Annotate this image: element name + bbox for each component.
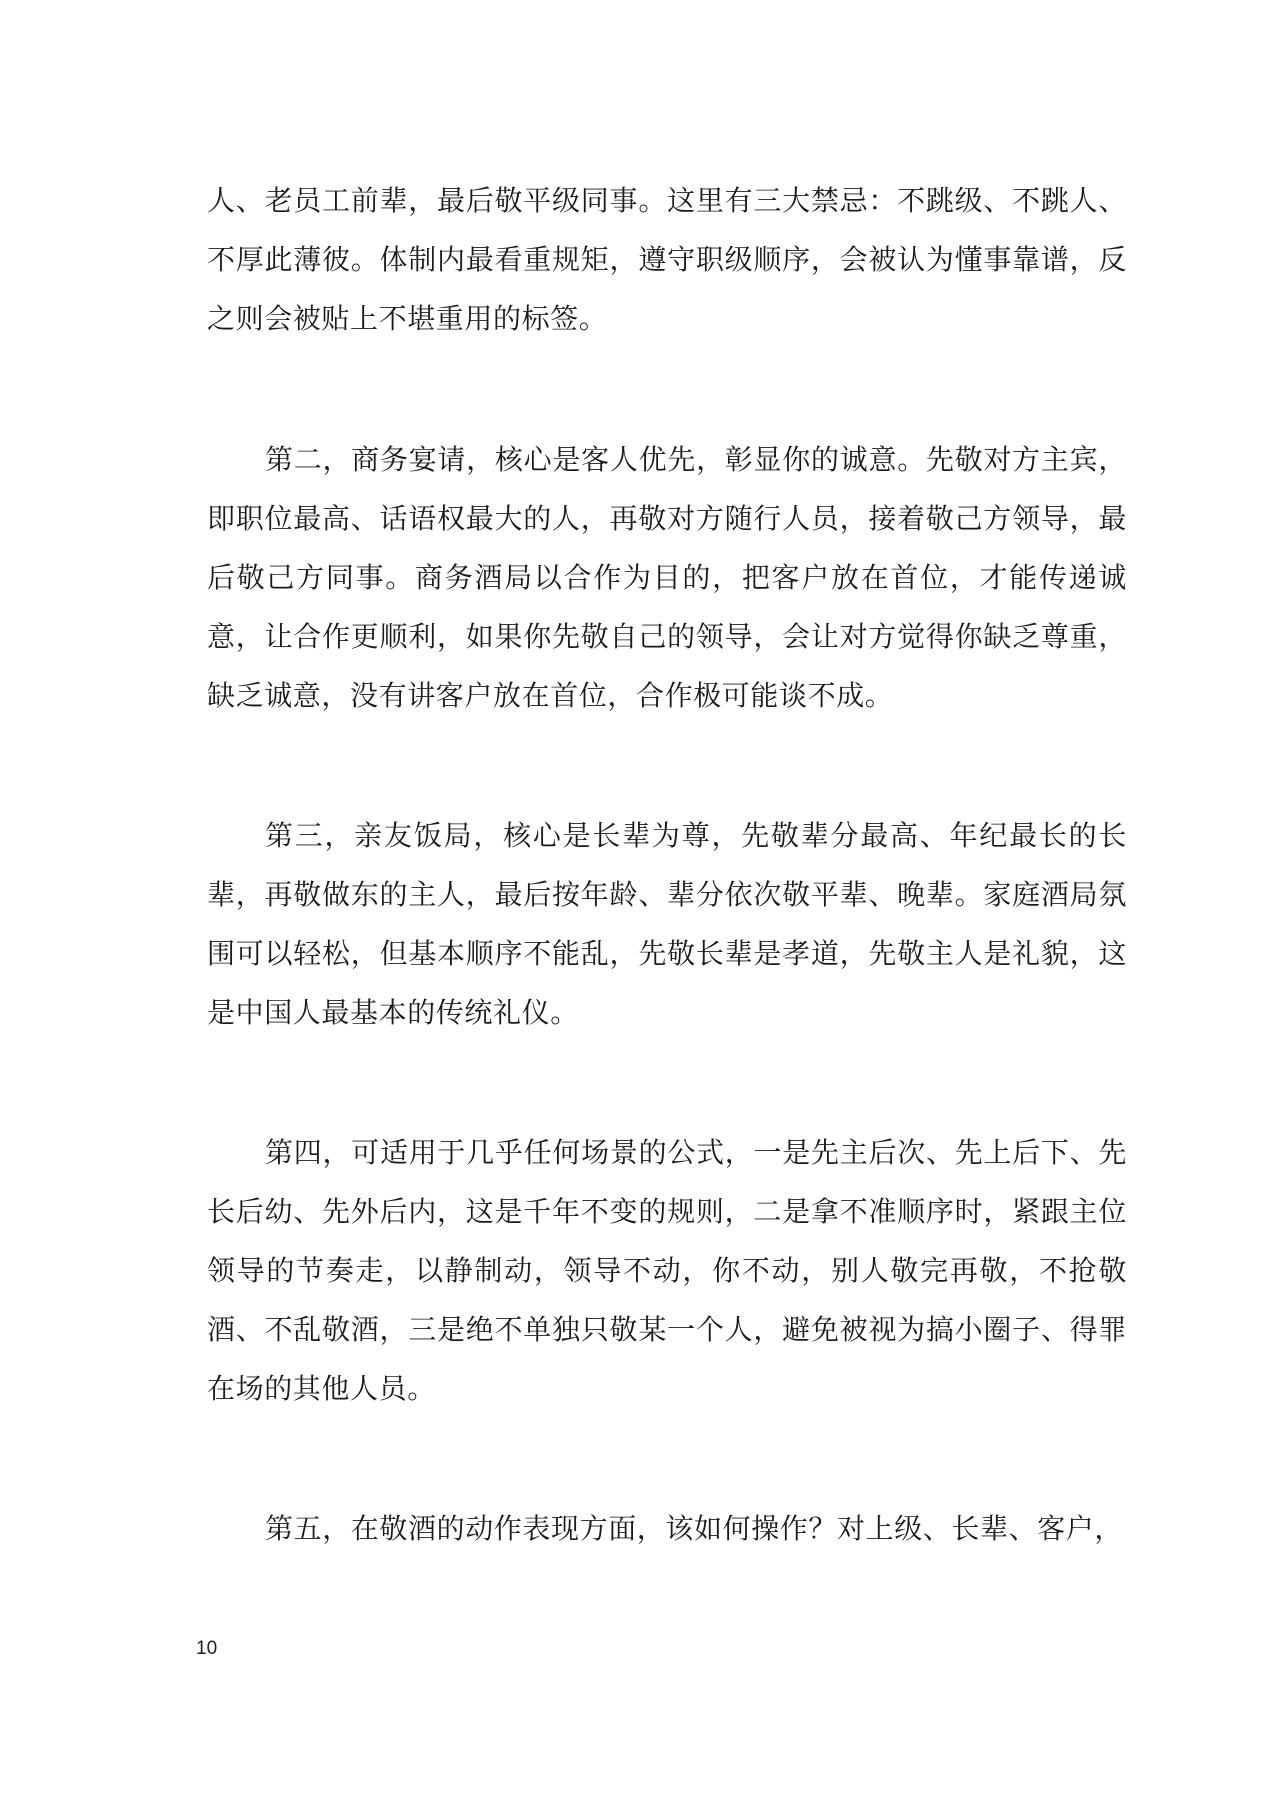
paragraph-family-dinner: 第三，亲友饭局，核心是长辈为尊，先敬辈分最高、年纪最长的长辈，再敬做东的主人，最后按年龄、辈分依次敬平辈、晚辈。家庭酒局氛围可以轻松，但基本顺序不能乱，先敬长辈是孝道，先敬主人是礼貌，这是中国人最基本的传统礼仪。 (207, 819, 1127, 1029)
paragraph-universal-formula: 第四，可适用于几乎任何场景的公式，一是先主后次、先上后下、先长后幼、先外后内，这是千年不变的规则，二是拿不准顺序时，紧跟主位领导的节奏走，以静制动，领导不动，你不动，别人敬完再敬，不抢敬酒、不乱敬酒，三是绝不单独只敬某一个人，避免被视为搞小圈子、得罪在场的其他人员。 (207, 1136, 1127, 1405)
paragraph-continuation: 人、老员工前辈，最后敬平级同事。这里有三大禁忌：不跳级、不跳人、不厚此薄彼。体制内最看重规矩，遵守职级顺序，会被认为懂事靠谱，反之则会被贴上不堪重用的标签。 (207, 184, 1127, 335)
paragraph-business-banquet: 第二，商务宴请，核心是客人优先，彰显你的诚意。先敬对方主宾，即职位最高、话语权最大的人，再敬对方随行人员，接着敬己方领导，最后敬己方同事。商务酒局以合作为目的，把客户放在首位，才能传递诚意，让合作更顺利，如果你先敬自己的领导，会让对方觉得你缺乏尊重，缺乏诚意，没有讲客户放在首位，合作极可能谈不成。 (207, 443, 1127, 712)
page-number: 10 (196, 1638, 218, 1659)
paragraph-toast-actions: 第五，在敬酒的动作表现方面，该如何操作？对上级、长辈、客户， (265, 1512, 1124, 1545)
